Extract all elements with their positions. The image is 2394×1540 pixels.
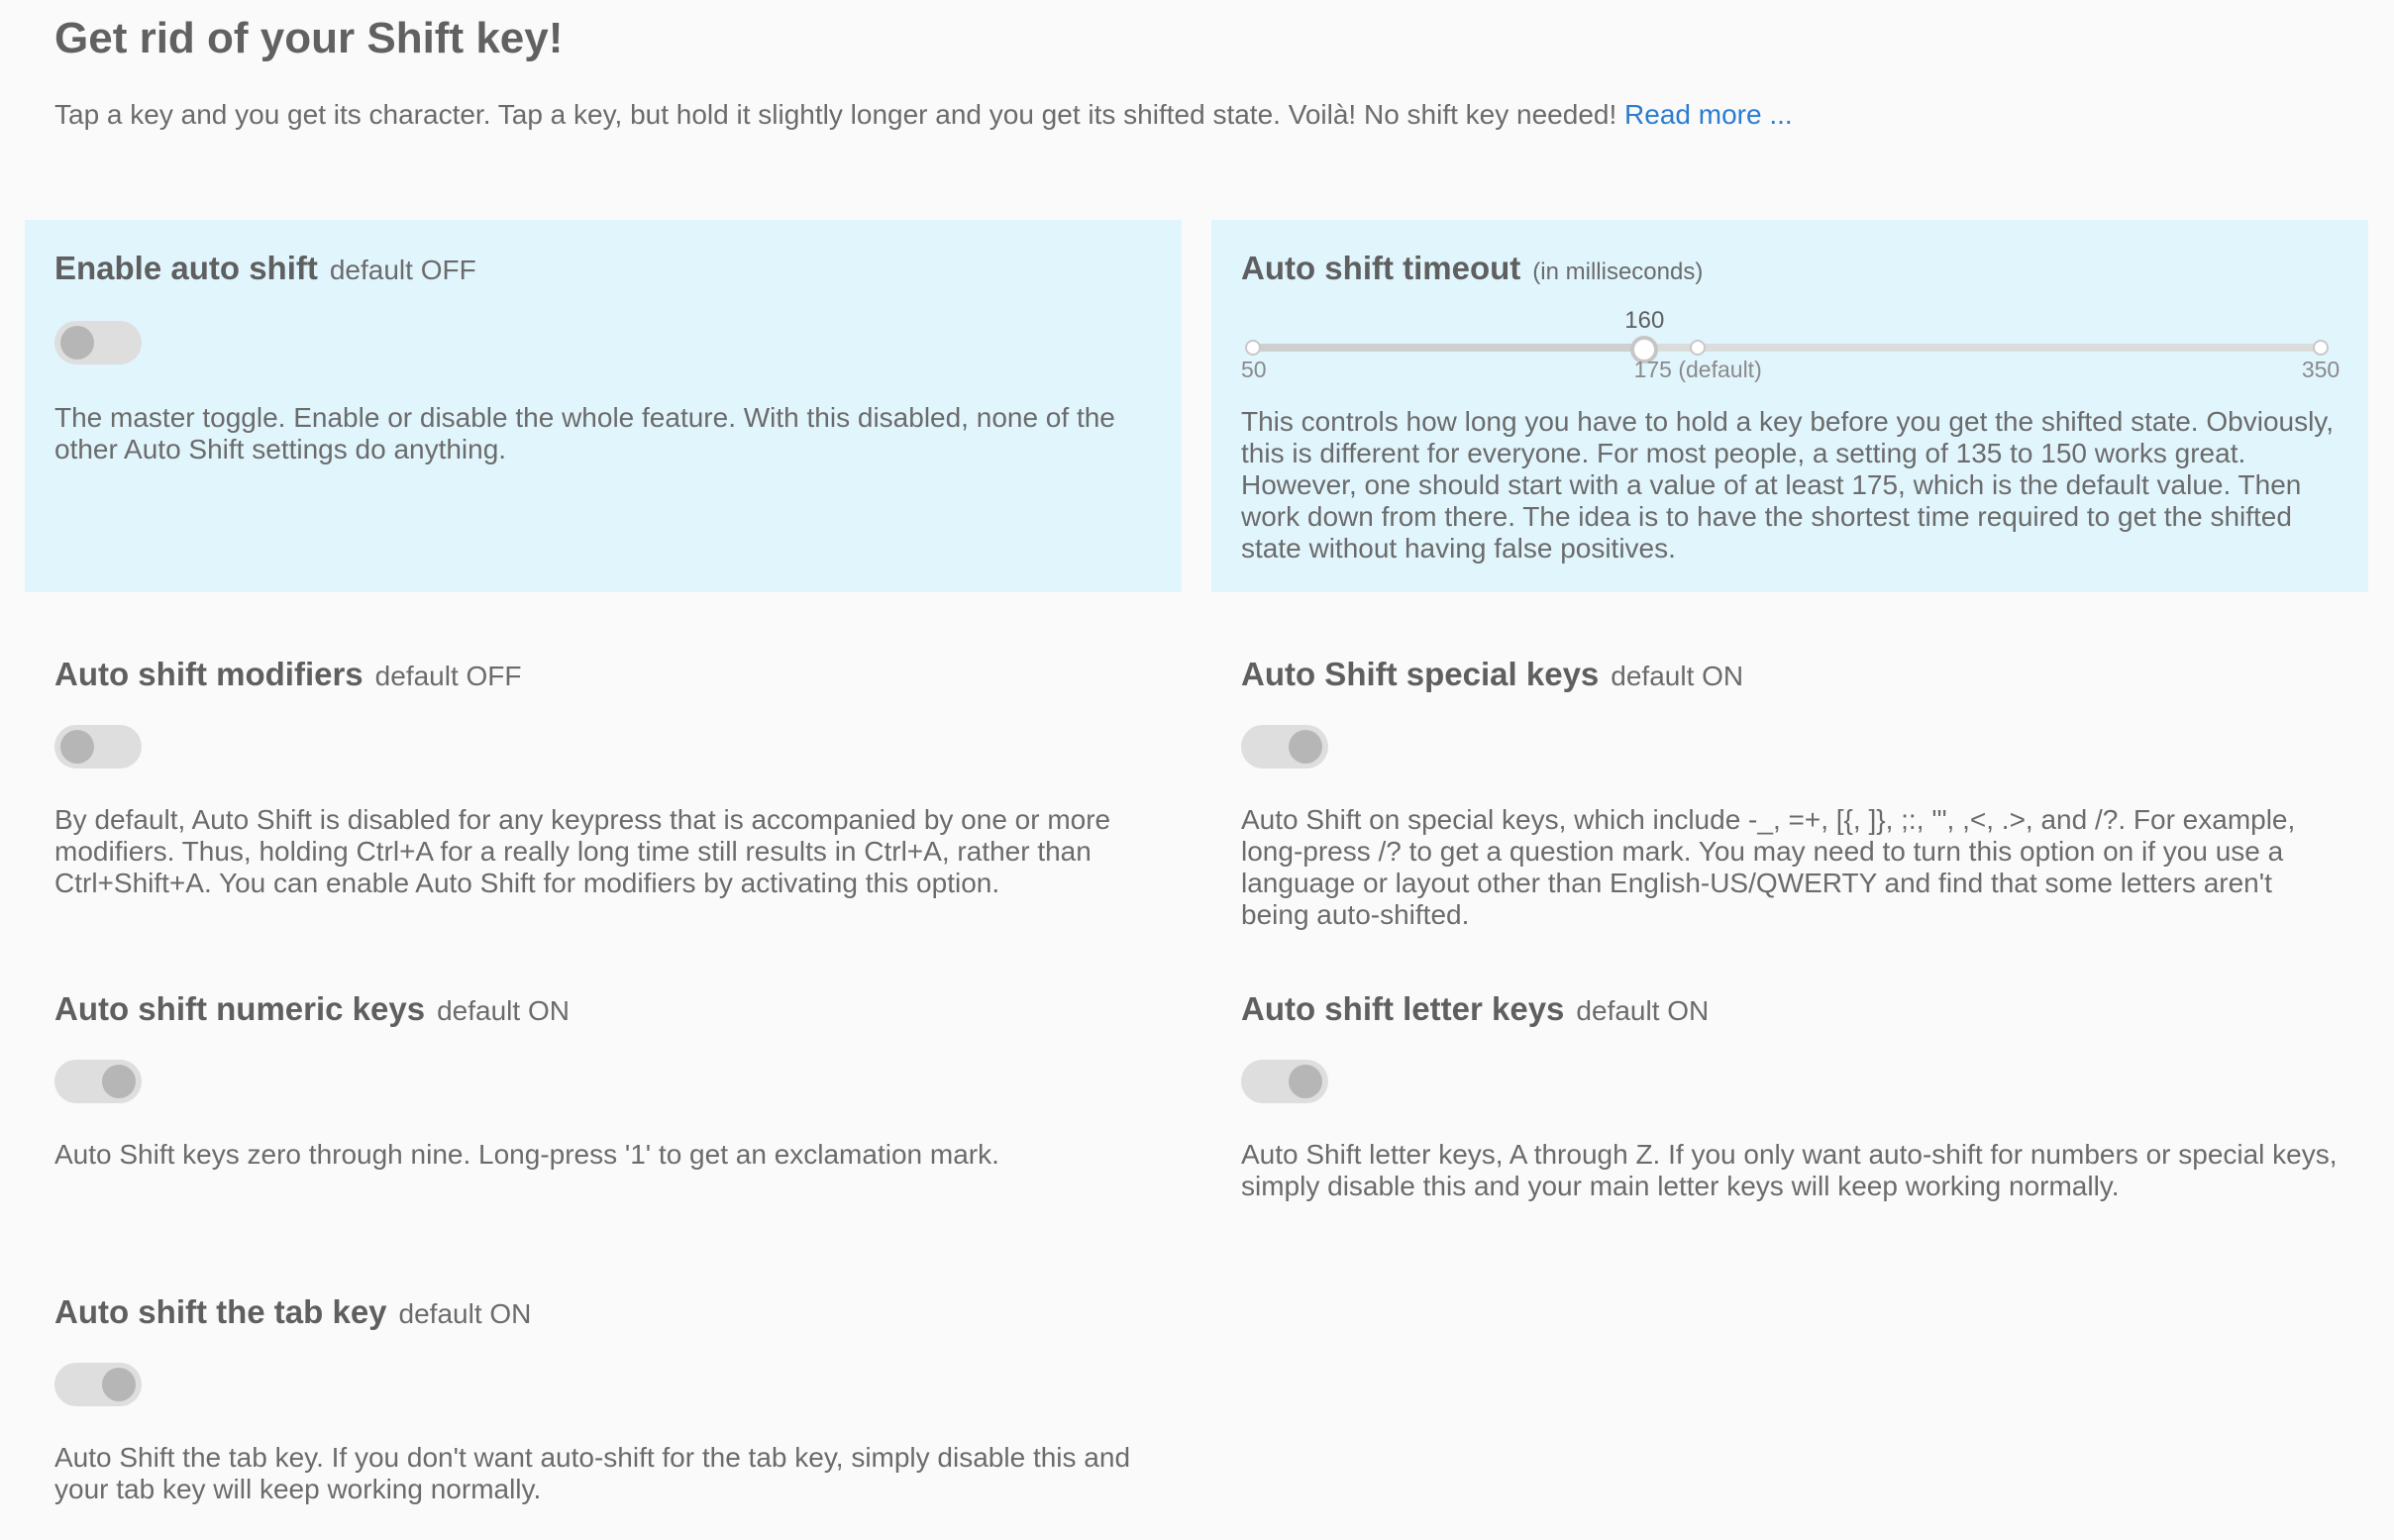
auto-shift-modifiers-toggle[interactable]	[54, 725, 142, 769]
slider-max-label: 350	[2301, 357, 2341, 382]
setting-unit-label: (in milliseconds)	[1532, 258, 1704, 285]
page-title: Get rid of your Shift key!	[54, 14, 564, 62]
setting-auto-shift-modifiers	[25, 622, 1182, 929]
setting-title: Auto Shift special keys	[1241, 656, 1600, 692]
setting-description: This controls how long you have to hold a key before you get the shifted state. Obviously, this is different for everyone. For most people, a setting of 135 to 150 works great. However, one should start with a value of at least 175, which is the default value. Then work down from there. The idea is to have the shortest time required to get the shifted state without having false positives.	[1241, 406, 2335, 564]
setting-auto-shift-letter-keys	[1211, 957, 2368, 1234]
slider-default-label: 175 (default)	[1633, 357, 1762, 382]
setting-title: Auto shift the tab key	[54, 1293, 387, 1330]
toggle-knob	[102, 1065, 136, 1098]
toggle-knob	[102, 1368, 136, 1401]
auto-shift-numeric-keys-toggle[interactable]	[54, 1060, 142, 1103]
setting-description: The master toggle. Enable or disable the whole feature. With this disabled, none of the other Auto Shift settings do anything.	[54, 402, 1115, 464]
setting-title-row	[54, 656, 522, 693]
setting-title-row	[1241, 656, 1743, 693]
setting-auto-shift-numeric-keys	[25, 957, 1182, 1234]
setting-description: Auto Shift on special keys, which include -_, =+, [{, ]}, ;:, '", ,<, .>, and /?. For example, long-press /? to get a question mark. You may need to turn this option on if you use a language or layout other than English-US/QWERTY and find that some letters aren't being auto-shifted.	[1241, 804, 2296, 930]
setting-default-label: default ON	[437, 995, 570, 1026]
slider-value-label: 160	[1624, 307, 1665, 334]
toggle-knob	[1289, 1065, 1322, 1098]
setting-title-row	[54, 250, 476, 287]
slider-fill	[1253, 344, 1644, 352]
auto-shift-tab-key-toggle[interactable]	[54, 1363, 142, 1406]
setting-enable-auto-shift	[25, 220, 1182, 592]
slider-max-mark	[2313, 340, 2329, 356]
setting-auto-shift-tab-key	[25, 1260, 1182, 1537]
setting-title: Auto shift letter keys	[1241, 990, 1565, 1027]
setting-title: Auto shift modifiers	[54, 656, 364, 692]
setting-default-label: default ON	[1576, 995, 1710, 1026]
toggle-knob	[1289, 730, 1322, 764]
setting-auto-shift-special-keys	[1211, 622, 2368, 929]
enable-auto-shift-toggle[interactable]	[54, 321, 142, 364]
setting-title-row	[1241, 250, 1703, 287]
auto-shift-special-keys-toggle[interactable]	[1241, 725, 1328, 769]
setting-title-row	[54, 1293, 531, 1331]
read-more-link[interactable]: Read more ...	[1624, 99, 1793, 130]
setting-title: Auto shift numeric keys	[54, 990, 426, 1027]
setting-default-label: default OFF	[329, 255, 476, 285]
intro-text	[54, 99, 1793, 131]
setting-description: By default, Auto Shift is disabled for any keypress that is accompanied by one or more modifiers. Thus, holding Ctrl+A for a really long time still results in Ctrl+A, rather than Ctrl+Shift+A. You can enable Auto Shift for modifiers by activating this option.	[54, 804, 1111, 898]
setting-title: Auto shift timeout	[1241, 250, 1521, 286]
setting-title-row	[54, 990, 570, 1028]
auto-shift-letter-keys-toggle[interactable]	[1241, 1060, 1328, 1103]
slider-min-label: 50	[1241, 357, 1267, 382]
toggle-knob	[60, 730, 94, 764]
setting-description: Auto Shift keys zero through nine. Long-press '1' to get an exclamation mark.	[54, 1139, 999, 1170]
setting-default-label: default OFF	[374, 661, 522, 691]
setting-title-row	[1241, 990, 1709, 1028]
setting-auto-shift-timeout	[1211, 220, 2368, 592]
timeout-slider[interactable]	[1253, 307, 2321, 366]
slider-min-mark	[1245, 340, 1261, 356]
toggle-knob	[60, 326, 94, 359]
setting-title: Enable auto shift	[54, 250, 318, 286]
slider-default-mark	[1690, 340, 1706, 356]
setting-description: Auto Shift the tab key. If you don't want auto-shift for the tab key, simply disable this and your tab key will keep working normally.	[54, 1442, 1131, 1504]
setting-default-label: default ON	[398, 1298, 532, 1329]
intro-description: Tap a key and you get its character. Tap a key, but hold it slightly longer and you get its shifted state. Voilà! No shift key needed!	[54, 99, 1625, 130]
setting-default-label: default ON	[1611, 661, 1744, 691]
setting-description: Auto Shift letter keys, A through Z. If you only want auto-shift for numbers or special keys, simply disable this and your main letter keys will keep working normally.	[1241, 1139, 2338, 1201]
